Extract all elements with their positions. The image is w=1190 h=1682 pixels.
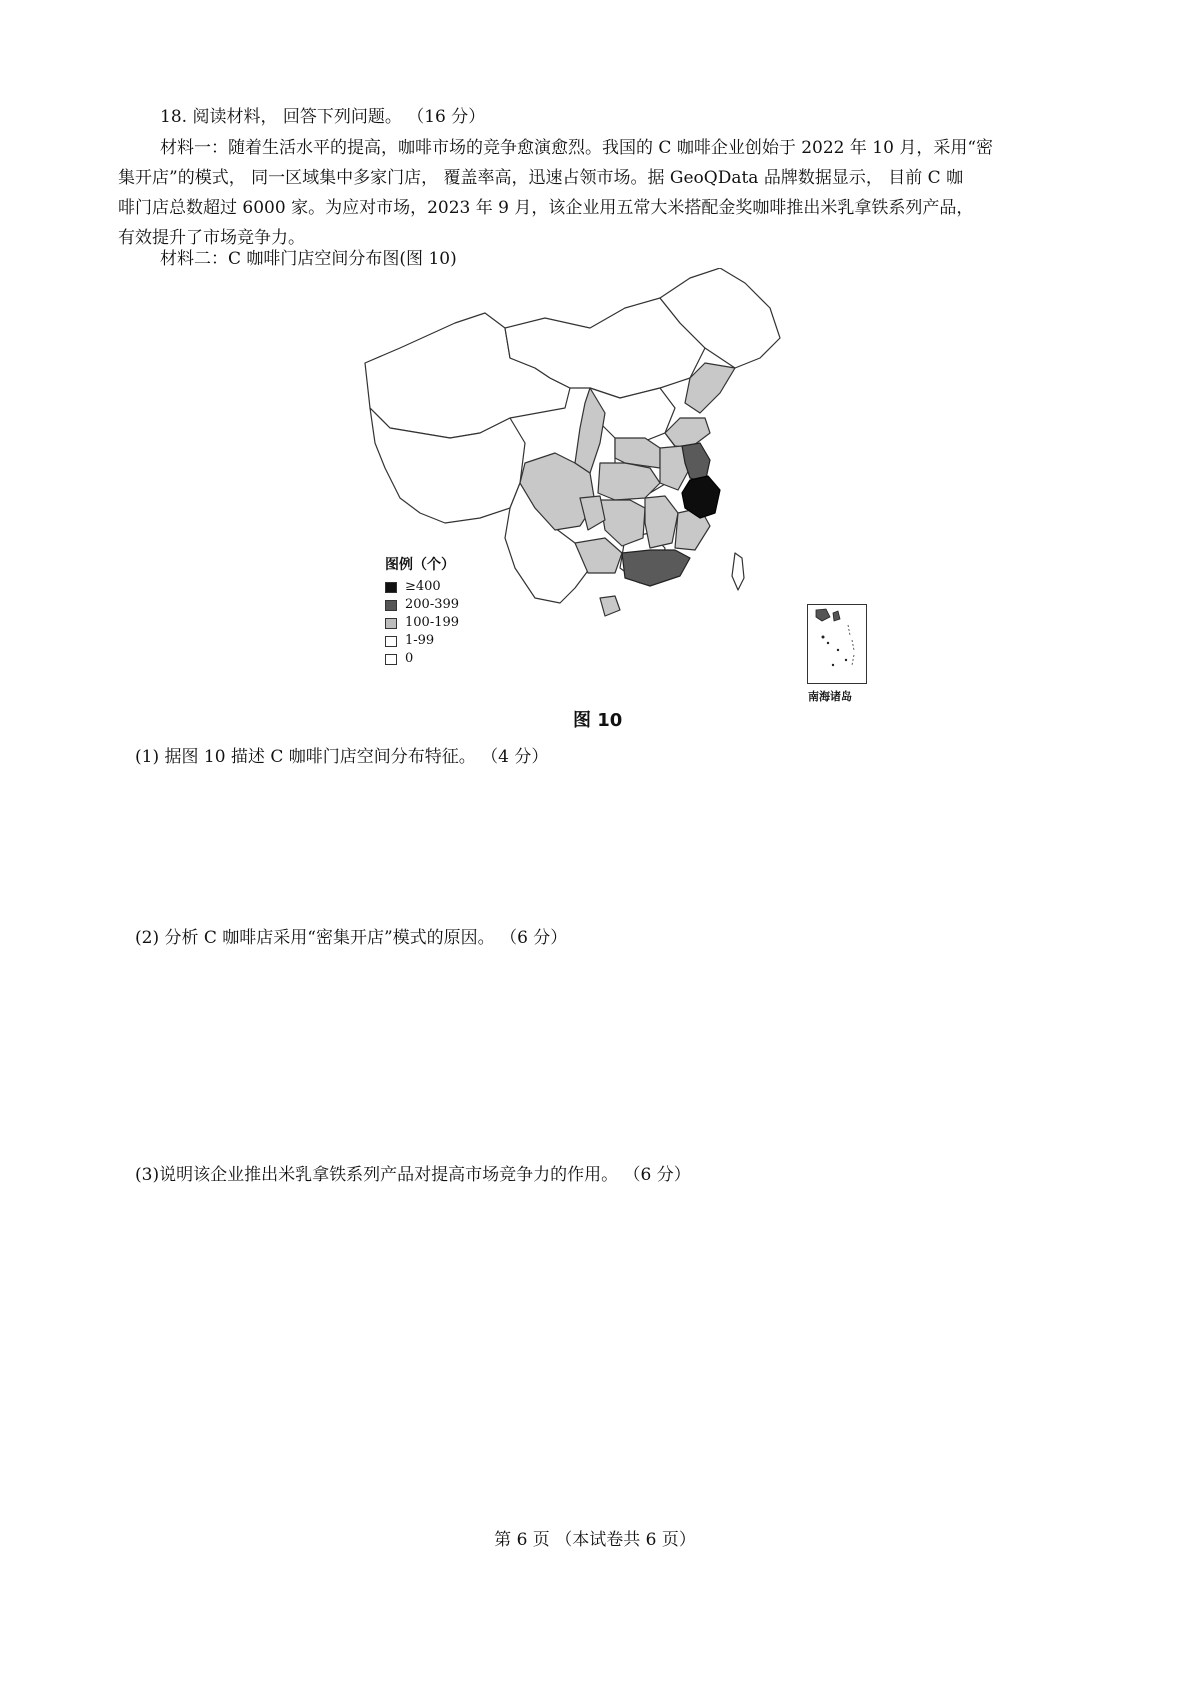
legend-label: 1-99 <box>405 633 435 648</box>
sub-question-3: (3)说明该企业推出米乳拿铁系列产品对提高市场竞争力的作用。 （6 分） <box>135 1165 691 1185</box>
page-footer: 第 6 页 （本试卷共 6 页） <box>494 1530 696 1550</box>
map-legend <box>385 556 459 668</box>
region-chongqing <box>580 496 605 530</box>
material-one-line-2: 集开店”的模式， 同一区域集中多家门店， 覆盖率高，迅速占领市场。据 GeoQData 品牌数据显示， 目前 C 咖 <box>118 168 964 188</box>
legend-label: 0 <box>405 651 414 666</box>
inset-label: 南海诸岛 <box>808 690 852 703</box>
legend-title: 图例（个） <box>385 557 455 573</box>
legend-item <box>385 614 459 632</box>
region-taiwan <box>732 553 744 590</box>
region-guangdong <box>622 550 690 586</box>
inset-svg <box>808 605 865 682</box>
south-china-sea-inset <box>807 604 867 684</box>
material-one-line-1: 材料一：随着生活水平的提高，咖啡市场的竞争愈演愈烈。我国的 C 咖啡企业创始于 2022 年 10 月，采用“密 <box>160 138 994 158</box>
material-one-line-3: 啡门店总数超过 6000 家。为应对市场，2023 年 9 月，该企业用五常大米搭配金奖咖啡推出米乳拿铁系列产品， <box>118 198 974 218</box>
legend-label: 200-399 <box>405 597 460 612</box>
legend-swatch <box>385 618 397 629</box>
legend-item <box>385 650 459 668</box>
legend-item <box>385 578 459 596</box>
legend-label: ≥400 <box>405 579 441 594</box>
legend-swatch <box>385 636 397 647</box>
legend-swatch <box>385 654 397 665</box>
legend-label: 100-199 <box>405 615 460 630</box>
region-hainan <box>600 596 620 616</box>
figure-caption: 图 10 <box>573 710 623 731</box>
legend-item <box>385 632 459 650</box>
sub-question-1: (1) 据图 10 描述 C 咖啡门店空间分布特征。 （4 分） <box>135 747 549 767</box>
region-hubei <box>598 463 660 500</box>
sub-question-2: (2) 分析 C 咖啡店采用“密集开店”模式的原因。 （6 分） <box>135 928 568 948</box>
legend-swatch <box>385 600 397 611</box>
region-jiangxi <box>645 496 678 548</box>
material-two-title: 材料二：C 咖啡门店空间分布图(图 10) <box>160 249 457 269</box>
question-header: 18. 阅读材料， 回答下列问题。 （16 分） <box>160 107 486 127</box>
legend-swatch <box>385 582 397 593</box>
material-one-line-4: 有效提升了市场竞争力。 <box>118 228 305 248</box>
legend-item <box>385 596 459 614</box>
